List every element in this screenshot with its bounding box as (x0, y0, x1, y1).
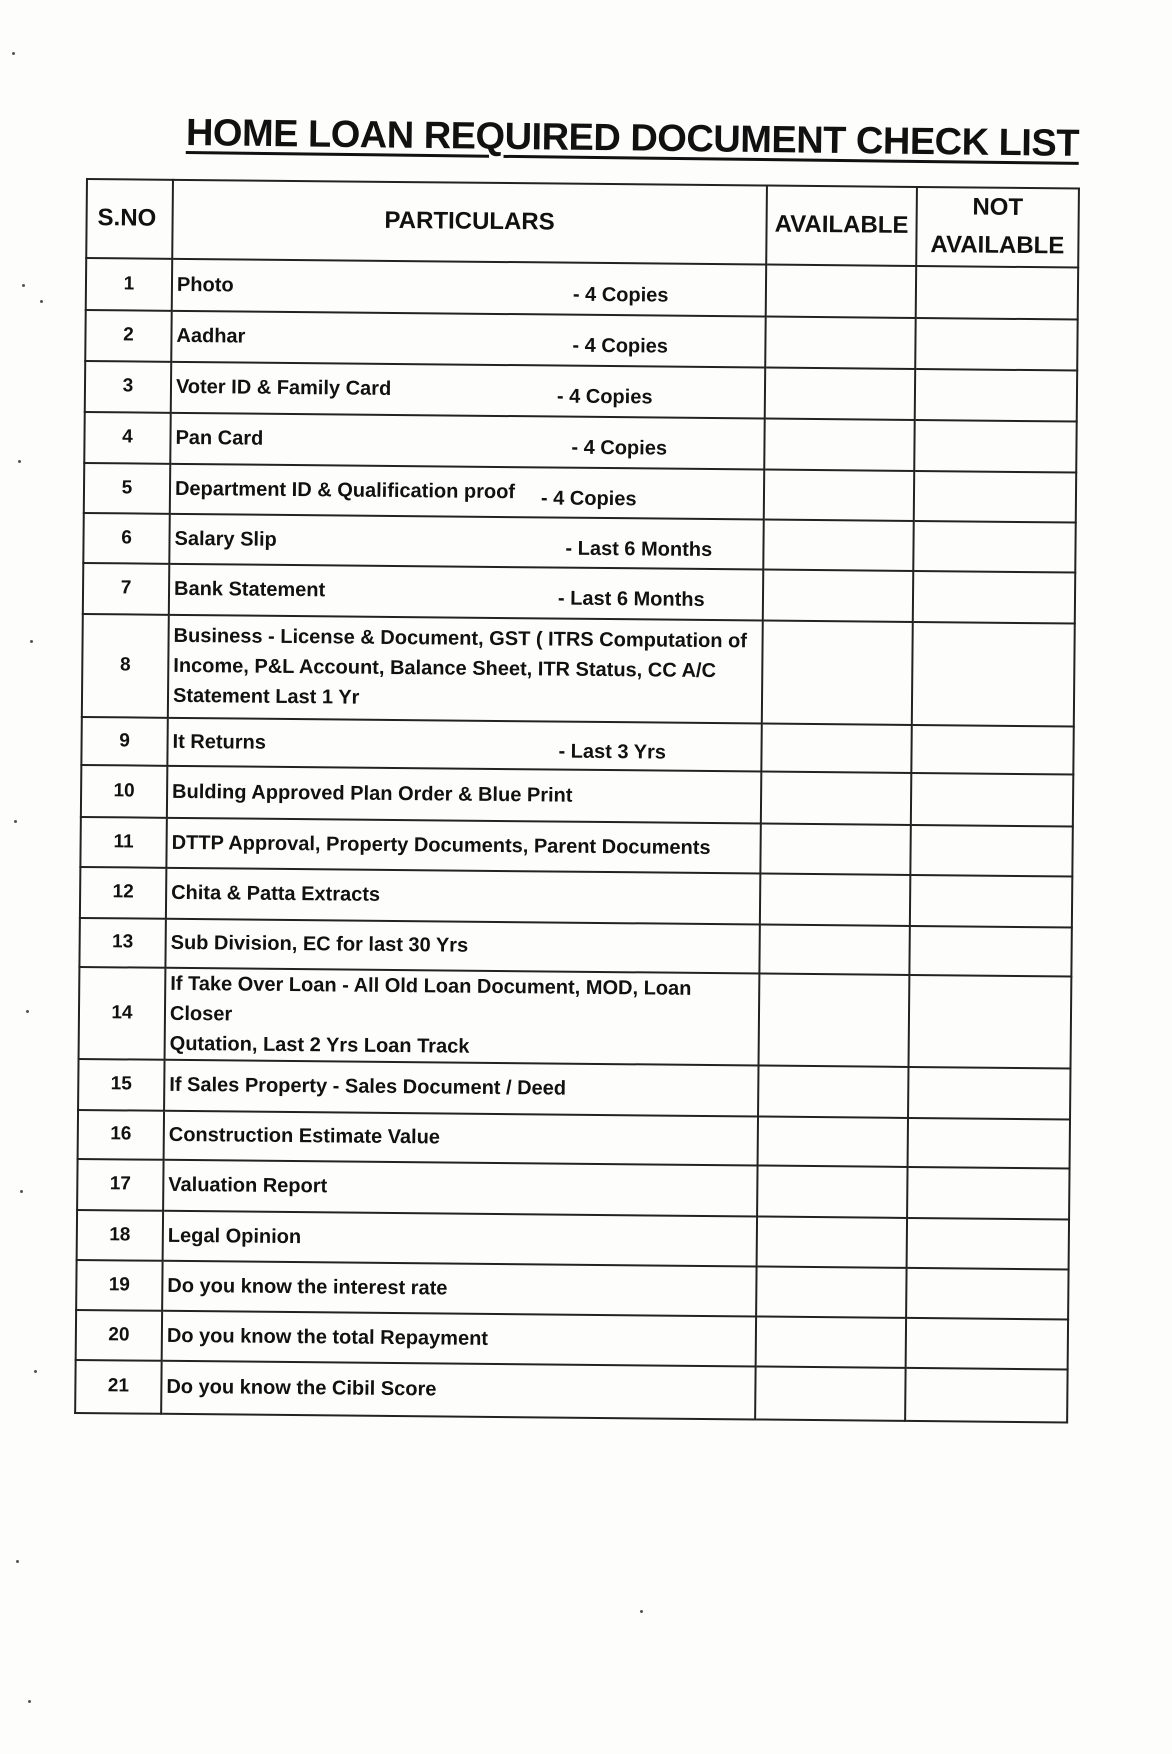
row-particulars (165, 919, 759, 974)
particulars-text: Bank Statement (173, 578, 326, 602)
scan-speck (30, 640, 33, 643)
particulars-text: Do you know the total Repayment (166, 1324, 489, 1350)
header-not-available-line2: AVAILABLE (930, 231, 1065, 260)
not-available-checkbox-cell[interactable] (909, 975, 1072, 1069)
available-checkbox-cell[interactable] (762, 620, 913, 724)
row-particulars (164, 1060, 758, 1117)
row-number: 15 (78, 1059, 164, 1111)
document-checklist-table (74, 178, 1080, 1423)
not-available-checkbox-cell[interactable] (913, 571, 1075, 624)
required-quantity: - 4 Copies (572, 283, 669, 307)
not-available-checkbox-cell[interactable] (915, 318, 1077, 371)
row-particulars (171, 362, 765, 419)
particulars-text: It Returns (172, 730, 267, 754)
available-checkbox-cell[interactable] (759, 973, 910, 1066)
row-number: 12 (80, 867, 166, 919)
available-checkbox-cell[interactable] (760, 823, 910, 874)
row-particulars (171, 311, 765, 368)
required-quantity: - Last 6 Months (557, 587, 705, 612)
not-available-checkbox-cell[interactable] (910, 825, 1072, 877)
row-number: 16 (78, 1110, 164, 1160)
available-checkbox-cell[interactable] (761, 723, 911, 772)
row-number: 4 (84, 412, 170, 464)
not-available-checkbox-cell[interactable] (915, 369, 1077, 422)
row-particulars (169, 564, 763, 621)
scan-speck (26, 1010, 29, 1013)
scan-speck (12, 52, 15, 55)
row-number: 13 (79, 918, 165, 968)
row-number: 7 (83, 563, 169, 615)
particulars-text: Aadhar (176, 325, 246, 348)
scan-speck (20, 1190, 23, 1193)
not-available-checkbox-cell[interactable] (905, 1368, 1068, 1423)
particulars-text: Bulding Approved Plan Order & Blue Print (172, 780, 573, 807)
required-quantity: - 4 Copies (540, 487, 637, 511)
not-available-checkbox-cell[interactable] (907, 1167, 1069, 1220)
row-particulars (164, 1111, 758, 1166)
row-particulars (162, 1261, 756, 1317)
table-row (86, 258, 1078, 320)
row-number: 8 (82, 614, 169, 718)
row-particulars (166, 818, 760, 874)
scan-speck (40, 300, 43, 303)
not-available-checkbox-cell[interactable] (908, 1067, 1070, 1120)
required-quantity: - 4 Copies (556, 385, 653, 409)
row-particulars (165, 968, 760, 1066)
not-available-checkbox-cell[interactable] (916, 266, 1078, 320)
row-number: 18 (77, 1210, 163, 1261)
table-row (79, 967, 1072, 1069)
row-number: 20 (76, 1310, 162, 1361)
required-quantity: - Last 3 Yrs (558, 740, 667, 764)
not-available-checkbox-cell[interactable] (912, 622, 1075, 727)
row-particulars (169, 514, 763, 570)
row-number: 19 (76, 1260, 162, 1311)
particulars-text: Do you know the interest rate (167, 1274, 448, 1300)
row-number: 21 (75, 1360, 162, 1414)
row-number: 10 (81, 765, 167, 818)
table-row (81, 765, 1073, 827)
row-number: 17 (77, 1159, 163, 1211)
table-row (82, 614, 1075, 727)
available-checkbox-cell[interactable] (763, 519, 913, 570)
not-available-checkbox-cell[interactable] (908, 1118, 1070, 1169)
particulars-line: Income, P&L Account, Balance Sheet, ITR Status, CC A/C (173, 655, 717, 683)
available-checkbox-cell[interactable] (765, 367, 915, 419)
scan-speck (22, 284, 25, 287)
header-particulars: PARTICULARS (172, 180, 767, 264)
not-available-checkbox-cell[interactable] (909, 926, 1071, 977)
row-particulars (170, 464, 764, 520)
not-available-checkbox-cell[interactable] (911, 725, 1073, 775)
table-row (75, 1360, 1067, 1423)
particulars-line: Statement Last 1 Yr (172, 685, 360, 709)
available-checkbox-cell[interactable] (761, 771, 911, 824)
available-checkbox-cell[interactable] (764, 469, 914, 520)
particulars-text: Construction Estimate Value (168, 1124, 441, 1149)
available-checkbox-cell[interactable] (763, 569, 913, 621)
header-not-available (916, 187, 1079, 267)
header-available: AVAILABLE (766, 186, 917, 266)
row-particulars (161, 1361, 755, 1420)
row-particulars (170, 413, 764, 470)
scan-speck (14, 820, 17, 823)
row-particulars (162, 1311, 756, 1367)
particulars-line: Qutation, Last 2 Yrs Loan Track (169, 1032, 470, 1058)
available-checkbox-cell[interactable] (756, 1266, 906, 1317)
scan-speck (640, 1610, 643, 1613)
available-checkbox-cell[interactable] (758, 1116, 908, 1166)
not-available-checkbox-cell[interactable] (914, 420, 1076, 473)
row-number: 1 (86, 258, 172, 311)
particulars-line: Business - License & Document, GST ( ITRS Computation of (173, 625, 748, 653)
required-quantity: - Last 6 Months (565, 537, 713, 561)
particulars-text: Photo (176, 273, 234, 297)
row-number: 14 (79, 967, 166, 1060)
not-available-checkbox-cell[interactable] (906, 1318, 1068, 1370)
not-available-checkbox-cell[interactable] (914, 471, 1076, 523)
not-available-checkbox-cell[interactable] (907, 1218, 1069, 1270)
header-row (86, 179, 1079, 267)
not-available-checkbox-cell[interactable] (906, 1268, 1068, 1320)
scan-speck (34, 1370, 37, 1373)
available-checkbox-cell[interactable] (757, 1165, 907, 1217)
particulars-text: Salary Slip (174, 527, 277, 551)
row-number: 3 (85, 361, 171, 413)
not-available-checkbox-cell[interactable] (910, 875, 1072, 928)
row-number: 11 (80, 817, 166, 868)
scan-speck (18, 460, 21, 463)
particulars-line: If Take Over Loan - All Old Loan Document, MOD, Loan Closer (169, 972, 692, 1026)
header-not-available-line1: NOT (972, 193, 1024, 221)
page-title: HOME LOAN REQUIRED DOCUMENT CHECK LIST (185, 112, 1080, 165)
row-particulars (168, 615, 763, 724)
row-particulars (172, 259, 766, 317)
available-checkbox-cell[interactable] (765, 316, 915, 368)
particulars-text: If Sales Property - Sales Document / Deed (169, 1074, 567, 1100)
particulars-text: Sub Division, EC for last 30 Yrs (170, 932, 469, 957)
particulars-text: Department ID & Qualification proof (174, 477, 516, 503)
particulars-text: Do you know the Cibil Score (166, 1376, 437, 1401)
row-particulars (163, 1211, 757, 1267)
scan-speck (16, 1560, 19, 1563)
available-checkbox-cell[interactable] (755, 1366, 906, 1420)
available-checkbox-cell[interactable] (759, 924, 909, 974)
row-number: 9 (81, 717, 167, 766)
row-number: 2 (85, 310, 171, 362)
required-quantity: - 4 Copies (571, 436, 668, 460)
row-number: 5 (84, 463, 170, 514)
available-checkbox-cell[interactable] (758, 1065, 908, 1117)
available-checkbox-cell[interactable] (756, 1316, 906, 1367)
particulars-text: Valuation Report (168, 1174, 328, 1198)
particulars-text: Legal Opinion (167, 1224, 302, 1248)
particulars-text: DTTP Approval, Property Documents, Parent Documents (171, 831, 711, 859)
available-checkbox-cell[interactable] (760, 873, 910, 925)
not-available-checkbox-cell[interactable] (913, 521, 1075, 573)
row-particulars (163, 1160, 757, 1217)
checklist-sheet (74, 178, 1080, 1423)
header-sno: S.NO (86, 179, 173, 259)
required-quantity: - 4 Copies (572, 334, 669, 358)
row-particulars (167, 766, 761, 824)
row-number: 6 (83, 513, 169, 564)
available-checkbox-cell[interactable] (757, 1216, 907, 1267)
row-particulars (166, 868, 760, 925)
row-particulars (167, 718, 761, 772)
particulars-text: Voter ID & Family Card (175, 376, 392, 401)
available-checkbox-cell[interactable] (766, 264, 916, 317)
scan-speck (28, 1700, 31, 1703)
particulars-text: Chita & Patta Extracts (171, 882, 381, 907)
particulars-text: Pan Card (175, 427, 264, 450)
available-checkbox-cell[interactable] (764, 418, 914, 470)
not-available-checkbox-cell[interactable] (911, 773, 1073, 827)
